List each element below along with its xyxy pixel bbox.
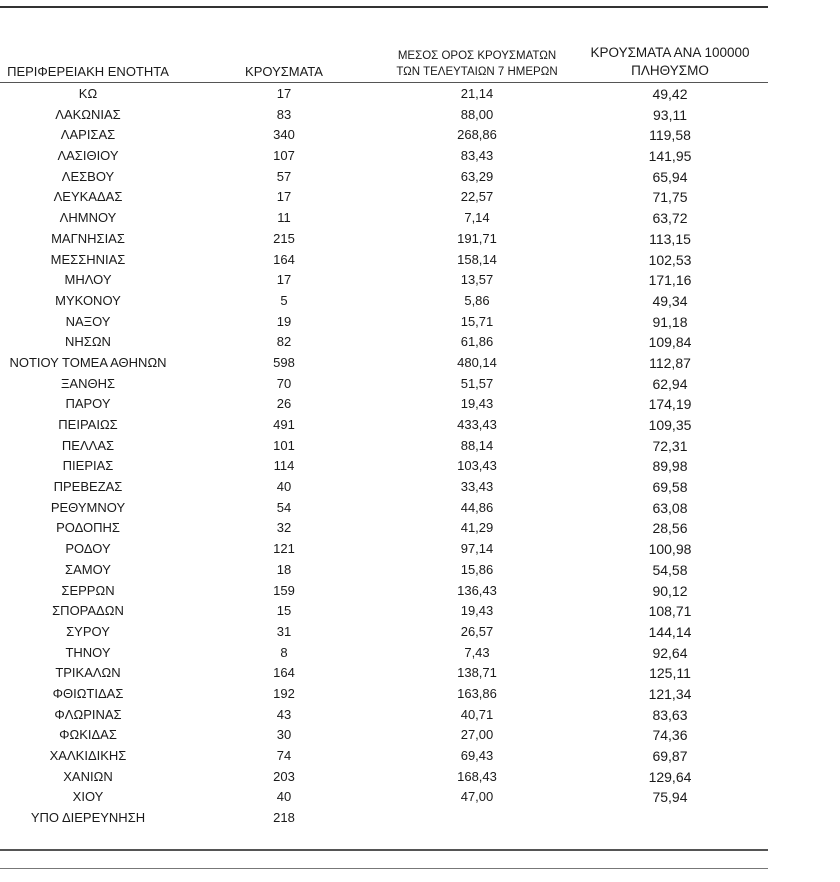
average-cell: 158,14 bbox=[457, 251, 497, 267]
table-row bbox=[0, 436, 768, 457]
average-cell: 19,43 bbox=[460, 603, 494, 619]
cases-cell: 17 bbox=[276, 189, 292, 205]
region-cell: ΜΥΚΟΝΟΥ bbox=[55, 292, 121, 308]
average-cell: 13,57 bbox=[460, 272, 494, 288]
cases-cell: 17 bbox=[276, 272, 292, 288]
average-cell: 191,71 bbox=[457, 230, 497, 246]
per-100000-cell: 54,58 bbox=[652, 561, 688, 578]
region-cell: ΥΠΟ ΔΙΕΡΕΥΝΗΣΗ bbox=[30, 810, 146, 826]
region-cell: ΝΟΤΙΟΥ ΤΟΜΕΑ ΑΘΗΝΩΝ bbox=[9, 354, 167, 370]
per-100000-cell: 102,53 bbox=[648, 251, 692, 268]
region-cell: ΞΑΝΘΗΣ bbox=[60, 375, 116, 391]
region-cell: ΜΕΣΣΗΝΙΑΣ bbox=[50, 251, 126, 267]
table-row bbox=[0, 270, 768, 291]
average-cell: 168,43 bbox=[457, 768, 497, 784]
table-row bbox=[0, 167, 768, 188]
bottom-rule bbox=[0, 849, 768, 851]
cases-cell: 15 bbox=[276, 603, 292, 619]
average-cell: 41,29 bbox=[460, 520, 494, 536]
region-cell: ΛΑΚΩΝΙΑΣ bbox=[55, 106, 121, 122]
cases-cell: 31 bbox=[276, 623, 292, 639]
table-row bbox=[0, 394, 768, 415]
table-row bbox=[0, 581, 768, 602]
cases-cell: 107 bbox=[273, 148, 295, 164]
average-cell: 433,43 bbox=[457, 417, 497, 432]
top-rule bbox=[0, 6, 768, 8]
per-100000-cell: 83,63 bbox=[652, 706, 688, 723]
per-100000-cell: 92,64 bbox=[652, 644, 688, 661]
header-per-line1: ΚΡΟΥΣΜΑΤΑ ΑΝΑ 100000 bbox=[590, 45, 750, 60]
table-row bbox=[0, 415, 768, 436]
table-row bbox=[0, 518, 768, 539]
table-row bbox=[0, 456, 768, 477]
cases-cell: 192 bbox=[273, 685, 295, 701]
table-row bbox=[0, 808, 768, 829]
region-cell: ΛΕΥΚΑΔΑΣ bbox=[53, 189, 123, 205]
cases-cell: 218 bbox=[273, 810, 295, 826]
per-100000-cell: 121,34 bbox=[648, 685, 692, 702]
cases-cell: 491 bbox=[273, 417, 295, 432]
per-100000-cell: 91,18 bbox=[652, 313, 688, 330]
table-row bbox=[0, 498, 768, 519]
header-rule bbox=[0, 82, 768, 83]
cases-cell: 18 bbox=[276, 561, 292, 577]
header-avg-line1: ΜΕΣΟΣ ΟΡΟΣ ΚΡΟΥΣΜΑΤΩΝ bbox=[397, 50, 557, 62]
per-100000-cell: 89,98 bbox=[652, 458, 688, 475]
cases-cell: 159 bbox=[273, 582, 295, 598]
table-row bbox=[0, 746, 768, 767]
region-cell: ΠΕΙΡΑΙΩΣ bbox=[58, 417, 118, 432]
table-row bbox=[0, 477, 768, 498]
average-cell: 83,43 bbox=[460, 148, 494, 164]
cases-cell: 215 bbox=[273, 230, 295, 246]
region-cell: ΧΑΝΙΩΝ bbox=[63, 768, 113, 784]
per-100000-cell: 109,84 bbox=[648, 334, 692, 351]
average-cell: 22,57 bbox=[460, 189, 494, 205]
per-100000-cell: 90,12 bbox=[652, 582, 688, 599]
per-100000-cell: 63,72 bbox=[652, 210, 688, 227]
region-cell: ΣΠΟΡΑΔΩΝ bbox=[52, 603, 124, 619]
cases-cell: 40 bbox=[276, 789, 292, 805]
cases-cell: 57 bbox=[276, 168, 292, 184]
average-cell: 19,43 bbox=[460, 396, 494, 412]
cases-cell: 26 bbox=[276, 396, 292, 412]
region-cell: ΠΙΕΡΙΑΣ bbox=[62, 458, 114, 474]
average-cell: 51,57 bbox=[460, 375, 494, 391]
per-100000-cell: 129,64 bbox=[648, 768, 692, 785]
average-cell: 27,00 bbox=[460, 727, 494, 743]
region-cell: ΜΗΛΟΥ bbox=[64, 272, 112, 288]
header-seven-day-average bbox=[382, 48, 572, 80]
region-cell: ΣΥΡΟΥ bbox=[66, 623, 110, 639]
table-row bbox=[0, 146, 768, 167]
average-cell: 63,29 bbox=[460, 168, 494, 184]
per-100000-cell: 141,95 bbox=[648, 148, 692, 165]
per-100000-cell: 100,98 bbox=[648, 541, 692, 558]
region-cell: ΠΡΕΒΕΖΑΣ bbox=[53, 479, 123, 495]
region-cell: ΠΕΛΛΑΣ bbox=[61, 437, 115, 453]
average-cell: 88,14 bbox=[460, 437, 494, 453]
table-row bbox=[0, 787, 768, 808]
average-cell: 163,86 bbox=[457, 685, 497, 701]
per-100000-cell: 63,08 bbox=[652, 499, 688, 516]
average-cell: 69,43 bbox=[460, 748, 494, 763]
table-row bbox=[0, 84, 768, 105]
region-cell: ΧΙΟΥ bbox=[72, 789, 104, 805]
cases-cell: 598 bbox=[273, 354, 295, 370]
per-100000-cell: 108,71 bbox=[648, 603, 692, 620]
per-100000-cell: 109,35 bbox=[648, 417, 692, 433]
table-row bbox=[0, 663, 768, 684]
header-per-line2: ΠΛΗΘΥΣΜΟ bbox=[631, 63, 709, 78]
table-row bbox=[0, 622, 768, 643]
table-row bbox=[0, 560, 768, 581]
region-cell: ΛΑΡΙΣΑΣ bbox=[60, 127, 116, 143]
table-body bbox=[0, 84, 768, 829]
average-cell: 40,71 bbox=[460, 706, 494, 722]
region-cell: ΝΑΞΟΥ bbox=[65, 313, 111, 329]
cases-cell: 32 bbox=[276, 520, 292, 536]
average-cell: 61,86 bbox=[460, 334, 494, 350]
cases-cell: 203 bbox=[273, 768, 295, 784]
table-row bbox=[0, 767, 768, 788]
region-cell: ΤΗΝΟΥ bbox=[65, 644, 111, 660]
header-region: ΠΕΡΙΦΕΡΕΙΑΚΗ ΕΝΟΤΗΤΑ bbox=[7, 64, 169, 79]
average-cell: 97,14 bbox=[460, 541, 494, 557]
per-100000-cell: 65,94 bbox=[652, 168, 688, 185]
cases-cell: 121 bbox=[273, 541, 295, 557]
cases-cell: 164 bbox=[273, 665, 295, 681]
table-row bbox=[0, 374, 768, 395]
average-cell: 26,57 bbox=[460, 623, 494, 639]
table-row bbox=[0, 250, 768, 271]
per-100000-cell: 72,31 bbox=[652, 437, 688, 454]
header-cases-per-100000 bbox=[572, 44, 768, 80]
per-100000-cell: 93,11 bbox=[653, 106, 687, 123]
cases-cell: 70 bbox=[276, 375, 292, 391]
cases-cell: 74 bbox=[276, 748, 292, 763]
table-row bbox=[0, 684, 768, 705]
region-cell: ΝΗΣΩΝ bbox=[65, 334, 111, 350]
table-row bbox=[0, 208, 768, 229]
average-cell: 136,43 bbox=[457, 582, 497, 598]
average-cell: 88,00 bbox=[460, 106, 494, 122]
region-cell: ΦΘΙΩΤΙΔΑΣ bbox=[52, 685, 124, 701]
table-row bbox=[0, 539, 768, 560]
average-cell: 138,71 bbox=[457, 665, 497, 681]
cases-cell: 83 bbox=[276, 106, 292, 122]
cases-cell: 164 bbox=[273, 251, 295, 267]
per-100000-cell: 69,58 bbox=[652, 479, 688, 496]
cases-cell: 30 bbox=[276, 727, 292, 743]
per-100000-cell: 69,87 bbox=[652, 748, 688, 764]
region-cell: ΧΑΛΚΙΔΙΚΗΣ bbox=[49, 748, 127, 763]
table-row bbox=[0, 125, 768, 146]
per-100000-cell: 174,19 bbox=[648, 396, 692, 413]
cases-cell: 340 bbox=[273, 127, 295, 143]
per-100000-cell: 113,15 bbox=[649, 230, 691, 247]
header-avg-line2: ΤΩΝ ΤΕΛΕΥΤΑΙΩΝ 7 ΗΜΕΡΩΝ bbox=[396, 66, 558, 78]
header-cases: ΚΡΟΥΣΜΑΤΑ bbox=[245, 64, 323, 79]
cases-cell: 54 bbox=[276, 499, 292, 515]
region-cell: ΦΩΚΙΔΑΣ bbox=[59, 727, 117, 743]
cases-cell: 5 bbox=[280, 292, 288, 308]
average-cell: 47,00 bbox=[460, 789, 494, 805]
region-cell: ΤΡΙΚΑΛΩΝ bbox=[55, 665, 121, 681]
region-cell: ΡΕΘΥΜΝΟΥ bbox=[50, 499, 126, 515]
cases-cell: 101 bbox=[273, 437, 295, 453]
average-cell: 268,86 bbox=[457, 127, 497, 143]
region-cell: ΚΩ bbox=[78, 86, 98, 101]
average-cell: 15,86 bbox=[460, 561, 494, 577]
bottom-rule-secondary bbox=[0, 868, 768, 869]
table-row bbox=[0, 643, 768, 664]
region-cell: ΛΑΣΙΘΙΟΥ bbox=[57, 148, 119, 164]
table-row bbox=[0, 725, 768, 746]
region-cell: ΜΑΓΝΗΣΙΑΣ bbox=[51, 230, 125, 246]
region-cell: ΛΗΜΝΟΥ bbox=[59, 210, 117, 226]
region-cell: ΣΑΜΟΥ bbox=[65, 561, 111, 577]
cases-cell: 19 bbox=[276, 313, 292, 329]
table-row bbox=[0, 601, 768, 622]
average-cell: 480,14 bbox=[457, 354, 497, 370]
table-row bbox=[0, 187, 768, 208]
region-cell: ΠΑΡΟΥ bbox=[65, 396, 111, 412]
average-cell: 103,43 bbox=[457, 458, 497, 474]
region-cell: ΛΕΣΒΟΥ bbox=[61, 168, 115, 184]
per-100000-cell: 125,11 bbox=[649, 665, 691, 682]
per-100000-cell: 62,94 bbox=[652, 375, 688, 392]
per-100000-cell: 75,94 bbox=[652, 789, 688, 806]
per-100000-cell: 71,75 bbox=[652, 189, 688, 206]
average-cell: 15,71 bbox=[460, 313, 494, 329]
cases-cell: 11 bbox=[277, 210, 291, 226]
average-cell: 33,43 bbox=[460, 479, 494, 495]
region-cell: ΡΟΔΟΥ bbox=[65, 541, 111, 557]
cases-cell: 82 bbox=[276, 334, 292, 350]
region-cell: ΡΟΔΟΠΗΣ bbox=[56, 520, 120, 536]
cases-cell: 43 bbox=[276, 706, 292, 722]
cases-cell: 17 bbox=[276, 86, 292, 101]
table-row bbox=[0, 332, 768, 353]
cases-cell: 40 bbox=[276, 479, 292, 495]
per-100000-cell: 144,14 bbox=[648, 623, 692, 640]
per-100000-cell: 49,42 bbox=[652, 86, 688, 102]
average-cell: 44,86 bbox=[460, 499, 494, 515]
per-100000-cell: 119,58 bbox=[649, 127, 691, 144]
average-cell: 5,86 bbox=[464, 292, 490, 308]
per-100000-cell: 28,56 bbox=[652, 520, 688, 537]
region-cell: ΦΛΩΡΙΝΑΣ bbox=[54, 706, 122, 722]
per-100000-cell: 112,87 bbox=[649, 354, 691, 371]
table-row bbox=[0, 705, 768, 726]
average-cell: 7,14 bbox=[464, 210, 490, 226]
per-100000-cell: 74,36 bbox=[652, 727, 688, 744]
average-cell: 21,14 bbox=[460, 86, 494, 101]
table-row bbox=[0, 312, 768, 333]
region-cell: ΣΕΡΡΩΝ bbox=[61, 582, 115, 598]
cases-cell: 114 bbox=[273, 458, 295, 474]
table-row bbox=[0, 291, 768, 312]
per-100000-cell: 171,16 bbox=[648, 272, 692, 289]
table-row bbox=[0, 353, 768, 374]
table-row bbox=[0, 229, 768, 250]
table-row bbox=[0, 105, 768, 126]
average-cell: 7,43 bbox=[464, 644, 490, 660]
per-100000-cell: 49,34 bbox=[652, 292, 688, 309]
cases-cell: 8 bbox=[280, 644, 288, 660]
